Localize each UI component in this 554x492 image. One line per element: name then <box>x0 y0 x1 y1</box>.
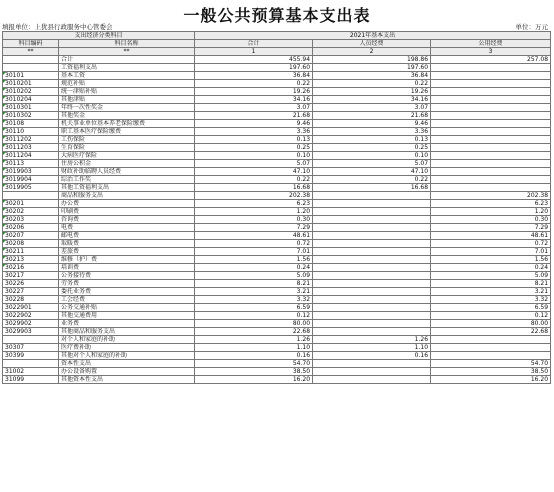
cell-public <box>431 120 551 128</box>
cell-name: 综治工作奖 <box>59 176 195 184</box>
cell-personnel: 9.46 <box>313 120 431 128</box>
cell-name: 印刷费 <box>59 208 195 216</box>
cell-code: 3019905 <box>3 184 59 192</box>
cell-name: 劳务费 <box>59 280 195 288</box>
cell-public <box>431 336 551 344</box>
cell-total: 0.25 <box>195 144 313 152</box>
cell-name: 维修（护）费 <box>59 256 195 264</box>
table-row <box>3 104 551 112</box>
cell-name: 委托业务费 <box>59 288 195 296</box>
cell-name: 其他资本性支出 <box>59 376 195 384</box>
cell-personnel <box>313 264 431 272</box>
cell-name: 培训费 <box>59 264 195 272</box>
table-row <box>3 304 551 312</box>
cell-total: 80.00 <box>195 320 313 328</box>
cell-public: 3.21 <box>431 288 551 296</box>
cell-code: 30202 <box>3 208 59 216</box>
table-row <box>3 248 551 256</box>
table-row <box>3 112 551 120</box>
cell-total: 0.16 <box>195 352 313 360</box>
cell-personnel: 34.16 <box>313 96 431 104</box>
cell-personnel <box>313 248 431 256</box>
cell-code: 30110 <box>3 128 59 136</box>
cell-public <box>431 96 551 104</box>
cell-total: 3.36 <box>195 128 313 136</box>
table-row <box>3 80 551 88</box>
cell-public <box>431 112 551 120</box>
cell-personnel: 1.26 <box>313 336 431 344</box>
cell-personnel <box>313 288 431 296</box>
cell-public: 16.20 <box>431 376 551 384</box>
cell-public <box>431 152 551 160</box>
table-row <box>3 128 551 136</box>
cell-code: 3011203 <box>3 144 59 152</box>
cell-name: 咨询费 <box>59 216 195 224</box>
table-row <box>3 360 551 368</box>
table-row <box>3 72 551 80</box>
cell-total: 1.10 <box>195 344 313 352</box>
cell-public <box>431 176 551 184</box>
header-personnel: 人员经费 <box>313 40 431 48</box>
header-col-2: 2 <box>313 48 431 56</box>
cell-public <box>431 80 551 88</box>
cell-code <box>3 192 59 200</box>
cell-public: 6.59 <box>431 304 551 312</box>
cell-code: 3029902 <box>3 320 59 328</box>
cell-name: 公务交通补贴 <box>59 304 195 312</box>
cell-name: 统一津贴补贴 <box>59 88 195 96</box>
header-col-1: 1 <box>195 48 313 56</box>
cell-public: 1.56 <box>431 256 551 264</box>
table-row <box>3 320 551 328</box>
cell-code <box>3 64 59 72</box>
cell-code: 3010301 <box>3 104 59 112</box>
cell-public <box>431 184 551 192</box>
cell-name: 电费 <box>59 224 195 232</box>
cell-code: 31002 <box>3 368 59 376</box>
cell-personnel: 3.07 <box>313 104 431 112</box>
table-row <box>3 240 551 248</box>
cell-total: 0.24 <box>195 264 313 272</box>
cell-personnel <box>313 328 431 336</box>
cell-personnel: 0.22 <box>313 176 431 184</box>
cell-total: 3.07 <box>195 104 313 112</box>
cell-name: 其他对个人和家庭的补助 <box>59 352 195 360</box>
expenditure-table <box>2 31 551 384</box>
cell-code: 30217 <box>3 272 59 280</box>
cell-public: 8.21 <box>431 280 551 288</box>
cell-name: 其他奖金 <box>59 112 195 120</box>
cell-code <box>3 56 59 64</box>
cell-code: 30108 <box>3 120 59 128</box>
cell-code: 3022901 <box>3 304 59 312</box>
cell-personnel <box>313 208 431 216</box>
cell-personnel: 0.16 <box>313 352 431 360</box>
cell-name: 对个人和家庭的补助 <box>59 336 195 344</box>
cell-code <box>3 360 59 368</box>
cell-name: 规范补贴 <box>59 80 195 88</box>
cell-name: 业务费 <box>59 320 195 328</box>
cell-personnel <box>313 192 431 200</box>
cell-total: 1.56 <box>195 256 313 264</box>
cell-name: 其他交通费用 <box>59 312 195 320</box>
cell-total: 0.13 <box>195 136 313 144</box>
cell-public: 6.23 <box>431 200 551 208</box>
header-mark-code: ** <box>3 48 59 56</box>
cell-personnel <box>313 296 431 304</box>
table-row <box>3 272 551 280</box>
cell-code: 30228 <box>3 296 59 304</box>
cell-personnel <box>313 256 431 264</box>
cell-personnel: 36.84 <box>313 72 431 80</box>
cell-total: 202.38 <box>195 192 313 200</box>
table-row <box>3 200 551 208</box>
cell-public: 22.68 <box>431 328 551 336</box>
cell-total: 48.61 <box>195 232 313 240</box>
cell-code: 3022902 <box>3 312 59 320</box>
cell-public: 48.61 <box>431 232 551 240</box>
cell-name: 取暖费 <box>59 240 195 248</box>
cell-name: 办公设备购置 <box>59 368 195 376</box>
cell-public: 54.70 <box>431 360 551 368</box>
table-row <box>3 88 551 96</box>
cell-total: 3.21 <box>195 288 313 296</box>
table-row <box>3 64 551 72</box>
reporting-unit: 填报单位：上犹县行政服务中心管委会 <box>2 23 113 31</box>
cell-code: 30227 <box>3 288 59 296</box>
cell-personnel: 47.10 <box>313 168 431 176</box>
cell-personnel: 197.60 <box>313 64 431 72</box>
table-row <box>3 312 551 320</box>
table-row <box>3 176 551 184</box>
header-name: 科目名称 <box>59 40 195 48</box>
table-row <box>3 264 551 272</box>
cell-personnel <box>313 360 431 368</box>
cell-public: 0.72 <box>431 240 551 248</box>
cell-personnel <box>313 232 431 240</box>
cell-public: 0.24 <box>431 264 551 272</box>
cell-code: 30113 <box>3 160 59 168</box>
table-row <box>3 184 551 192</box>
cell-personnel <box>313 272 431 280</box>
cell-code: 31099 <box>3 376 59 384</box>
cell-personnel: 0.10 <box>313 152 431 160</box>
header-mark-name: ** <box>59 48 195 56</box>
table-row <box>3 328 551 336</box>
cell-code: 30206 <box>3 224 59 232</box>
cell-total: 22.68 <box>195 328 313 336</box>
currency-unit: 单位：万元 <box>515 23 548 31</box>
table-row <box>3 144 551 152</box>
cell-public <box>431 168 551 176</box>
cell-code: 30226 <box>3 280 59 288</box>
cell-public: 7.01 <box>431 248 551 256</box>
table-row <box>3 368 551 376</box>
cell-code: 3011202 <box>3 136 59 144</box>
cell-total: 19.26 <box>195 88 313 96</box>
cell-name: 住房公积金 <box>59 160 195 168</box>
table-row <box>3 168 551 176</box>
cell-personnel: 21.68 <box>313 112 431 120</box>
cell-public <box>431 72 551 80</box>
cell-personnel: 0.25 <box>313 144 431 152</box>
table-row <box>3 160 551 168</box>
cell-public: 202.38 <box>431 192 551 200</box>
table-row <box>3 256 551 264</box>
table-row <box>3 352 551 360</box>
header-econ-group: 支出经济分类科目 <box>3 32 195 40</box>
table-row <box>3 96 551 104</box>
cell-name: 公务接待费 <box>59 272 195 280</box>
cell-name: 资本性支出 <box>59 360 195 368</box>
cell-total: 21.68 <box>195 112 313 120</box>
cell-personnel <box>313 368 431 376</box>
cell-total: 0.12 <box>195 312 313 320</box>
cell-total: 9.46 <box>195 120 313 128</box>
cell-personnel: 1.10 <box>313 344 431 352</box>
cell-total: 36.84 <box>195 72 313 80</box>
cell-personnel: 198.86 <box>313 56 431 64</box>
cell-public: 38.50 <box>431 368 551 376</box>
cell-code: 30399 <box>3 352 59 360</box>
cell-total: 0.30 <box>195 216 313 224</box>
cell-code: 3010202 <box>3 88 59 96</box>
cell-code <box>3 336 59 344</box>
cell-public <box>431 344 551 352</box>
cell-code: 30216 <box>3 264 59 272</box>
cell-name: 差旅费 <box>59 248 195 256</box>
cell-total: 1.26 <box>195 336 313 344</box>
cell-total: 197.60 <box>195 64 313 72</box>
cell-name: 工资福利支出 <box>59 64 195 72</box>
cell-name: 职工基本医疗保险缴费 <box>59 128 195 136</box>
cell-personnel <box>313 216 431 224</box>
cell-total: 47.10 <box>195 168 313 176</box>
cell-total: 0.10 <box>195 152 313 160</box>
cell-public: 3.32 <box>431 296 551 304</box>
cell-code: 30307 <box>3 344 59 352</box>
table-row <box>3 216 551 224</box>
table-row <box>3 208 551 216</box>
cell-total: 16.20 <box>195 376 313 384</box>
cell-code: 30211 <box>3 248 59 256</box>
cell-total: 54.70 <box>195 360 313 368</box>
cell-total: 5.09 <box>195 272 313 280</box>
cell-total: 0.22 <box>195 80 313 88</box>
header-code: 科目编码 <box>3 40 59 48</box>
cell-personnel: 16.68 <box>313 184 431 192</box>
cell-total: 3.32 <box>195 296 313 304</box>
cell-name: 其他津贴 <box>59 96 195 104</box>
cell-name: 年终一次性奖金 <box>59 104 195 112</box>
table-row <box>3 376 551 384</box>
cell-name: 工伤保险 <box>59 136 195 144</box>
cell-personnel <box>313 376 431 384</box>
cell-personnel <box>313 280 431 288</box>
cell-total: 7.29 <box>195 224 313 232</box>
table-row <box>3 192 551 200</box>
cell-code: 3029903 <box>3 328 59 336</box>
cell-total: 16.68 <box>195 184 313 192</box>
header-total: 合计 <box>195 40 313 48</box>
cell-code: 30208 <box>3 240 59 248</box>
cell-public <box>431 144 551 152</box>
cell-personnel: 0.13 <box>313 136 431 144</box>
cell-code: 3019904 <box>3 176 59 184</box>
header-year-group: 2021年基本支出 <box>195 32 551 40</box>
table-row <box>3 288 551 296</box>
cell-total: 8.21 <box>195 280 313 288</box>
cell-name: 其他工资福利支出 <box>59 184 195 192</box>
table-row <box>3 336 551 344</box>
cell-personnel: 0.22 <box>313 80 431 88</box>
cell-public: 0.12 <box>431 312 551 320</box>
cell-personnel: 19.26 <box>313 88 431 96</box>
cell-total: 7.01 <box>195 248 313 256</box>
table-row <box>3 344 551 352</box>
cell-code: 30101 <box>3 72 59 80</box>
cell-total: 34.16 <box>195 96 313 104</box>
cell-code: 30213 <box>3 256 59 264</box>
cell-code: 30203 <box>3 216 59 224</box>
cell-total: 1.20 <box>195 208 313 216</box>
cell-public <box>431 104 551 112</box>
cell-name: 办公费 <box>59 200 195 208</box>
cell-total: 6.59 <box>195 304 313 312</box>
cell-public: 1.20 <box>431 208 551 216</box>
cell-name: 财政补助临聘人员经费 <box>59 168 195 176</box>
cell-name: 商品和服务支出 <box>59 192 195 200</box>
cell-code: 3010302 <box>3 112 59 120</box>
cell-public <box>431 160 551 168</box>
cell-public <box>431 64 551 72</box>
cell-public: 5.09 <box>431 272 551 280</box>
table-row <box>3 136 551 144</box>
cell-personnel <box>313 304 431 312</box>
cell-code: 30201 <box>3 200 59 208</box>
table-row <box>3 224 551 232</box>
page-title: 一般公共预算基本支出表 <box>183 6 371 25</box>
header-col-3: 3 <box>431 48 551 56</box>
header-public: 公用经费 <box>431 40 551 48</box>
table-row <box>3 56 551 64</box>
cell-public <box>431 128 551 136</box>
cell-code: 3010201 <box>3 80 59 88</box>
cell-name: 合计 <box>59 56 195 64</box>
table-row <box>3 120 551 128</box>
cell-code: 30207 <box>3 232 59 240</box>
cell-personnel <box>313 224 431 232</box>
cell-name: 其他商品和服务支出 <box>59 328 195 336</box>
cell-code: 3010204 <box>3 96 59 104</box>
table-row <box>3 296 551 304</box>
cell-public: 80.00 <box>431 320 551 328</box>
cell-public: 7.29 <box>431 224 551 232</box>
cell-name: 机关事业单位基本养老保险缴费 <box>59 120 195 128</box>
cell-total: 6.23 <box>195 200 313 208</box>
cell-total: 5.07 <box>195 160 313 168</box>
cell-personnel: 5.07 <box>313 160 431 168</box>
cell-public: 0.30 <box>431 216 551 224</box>
cell-personnel <box>313 320 431 328</box>
cell-public <box>431 352 551 360</box>
cell-name: 生育保险 <box>59 144 195 152</box>
cell-public <box>431 136 551 144</box>
cell-name: 医疗费补助 <box>59 344 195 352</box>
cell-public <box>431 88 551 96</box>
cell-name: 工会经费 <box>59 296 195 304</box>
cell-personnel: 3.36 <box>313 128 431 136</box>
cell-total: 38.50 <box>195 368 313 376</box>
table-row <box>3 232 551 240</box>
cell-personnel <box>313 312 431 320</box>
cell-name: 大病医疗保险 <box>59 152 195 160</box>
cell-total: 455.94 <box>195 56 313 64</box>
cell-personnel <box>313 240 431 248</box>
cell-code: 3019903 <box>3 168 59 176</box>
table-row <box>3 152 551 160</box>
cell-code: 3011204 <box>3 152 59 160</box>
cell-public: 257.08 <box>431 56 551 64</box>
cell-personnel <box>313 200 431 208</box>
cell-name: 邮电费 <box>59 232 195 240</box>
cell-name: 基本工资 <box>59 72 195 80</box>
table-row <box>3 280 551 288</box>
cell-total: 0.22 <box>195 176 313 184</box>
cell-total: 0.72 <box>195 240 313 248</box>
